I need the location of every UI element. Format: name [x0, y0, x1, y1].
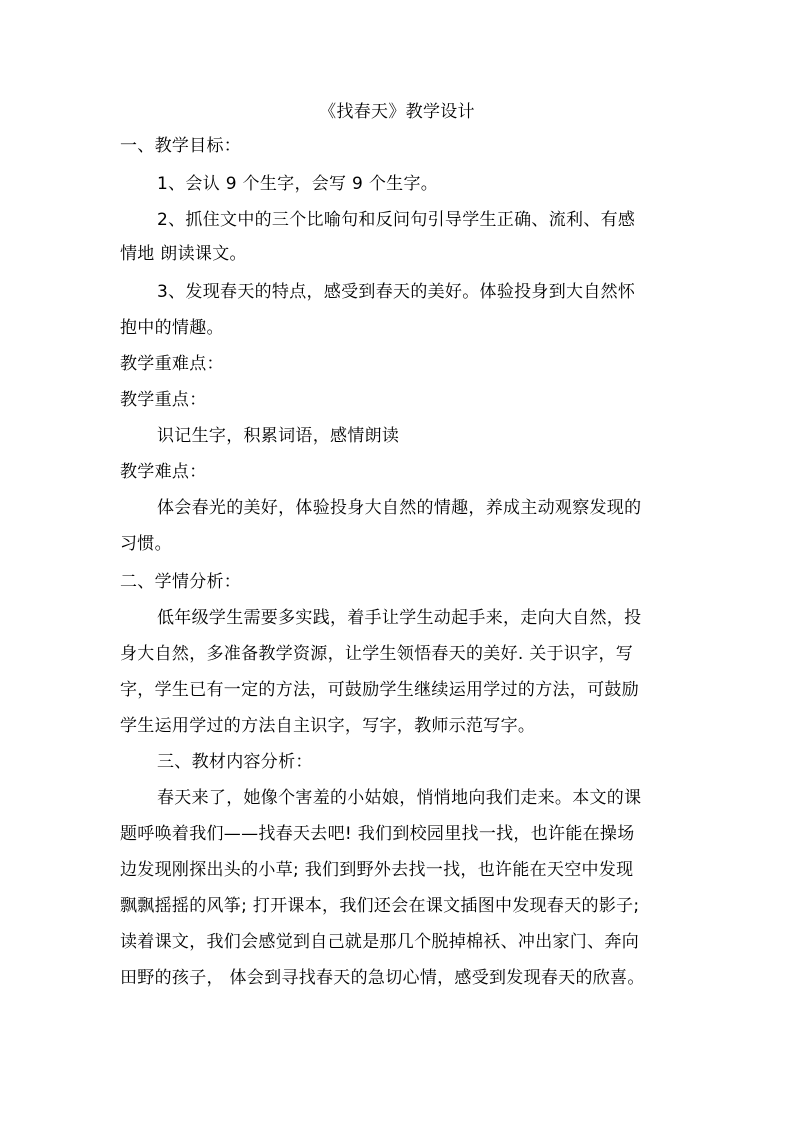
material-analysis-line-5: 读着课文，我们会感觉到自己就是那几个脱掉棉袄、冲出家门、奔向 — [120, 932, 639, 952]
objective-2: 2、抓住文中的三个比喻句和反问句引导学生正确、流利、有感 — [157, 210, 636, 230]
material-analysis-line-4: 飘飘摇摇的风筝; 打开课本，我们还会在课文插图中发现春天的影子; — [120, 896, 640, 916]
objective-3-continued: 抱中的情趣。 — [120, 318, 224, 338]
learner-analysis-line-2: 身大自然，多准备教学资源，让学生领悟春天的美好. 关于识字，写 — [120, 644, 634, 664]
objective-3: 3、发现春天的特点，感受到春天的美好。体验投身到大自然怀 — [157, 282, 636, 302]
heading-key-points: 教学重点： — [120, 390, 207, 410]
difficult-points-text: 体会春光的美好，体验投身大自然的情趣，养成主动观察发现的 — [157, 498, 642, 518]
material-analysis-line-2: 题呼唤着我们——找春天去吧! 我们到校园里找一找，也许能在操场 — [120, 824, 635, 844]
material-analysis-line-1: 春天来了，她像个害羞的小姑娘，悄悄地向我们走来。本文的课 — [157, 788, 642, 808]
section-heading-material-analysis: 三、教材内容分析： — [157, 752, 313, 772]
learner-analysis-line-1: 低年级学生需要多实践，着手让学生动起手来，走向大自然，投 — [157, 608, 642, 628]
document-title: 《找春天》教学设计 — [319, 102, 475, 122]
material-analysis-line-6: 田野的孩子， 体会到寻找春天的急切心情，感受到发现春天的欣喜。 — [120, 968, 645, 988]
objective-1: 1、会认 9 个生字，会写 9 个生字。 — [157, 174, 439, 194]
section-heading-learner-analysis: 二、学情分析： — [120, 572, 242, 592]
material-analysis-line-3: 边发现刚探出头的小草; 我们到野外去找一找，也许能在天空中发现 — [120, 860, 634, 880]
learner-analysis-line-4: 学生运用学过的方法自主识字，写字，教师示范写字。 — [120, 716, 536, 736]
learner-analysis-line-3: 字，学生已有一定的方法，可鼓励学生继续运用学过的方法，可鼓励 — [120, 680, 639, 700]
heading-difficult-points: 教学难点： — [120, 462, 207, 482]
objective-2-continued: 情地 朗读课文。 — [120, 244, 247, 264]
difficult-points-text-continued: 习惯。 — [120, 534, 172, 554]
heading-key-difficult-points: 教学重难点： — [120, 354, 224, 374]
section-heading-objectives: 一、教学目标： — [120, 136, 242, 156]
key-points-text: 识记生字，积累词语，感情朗读 — [157, 426, 400, 446]
